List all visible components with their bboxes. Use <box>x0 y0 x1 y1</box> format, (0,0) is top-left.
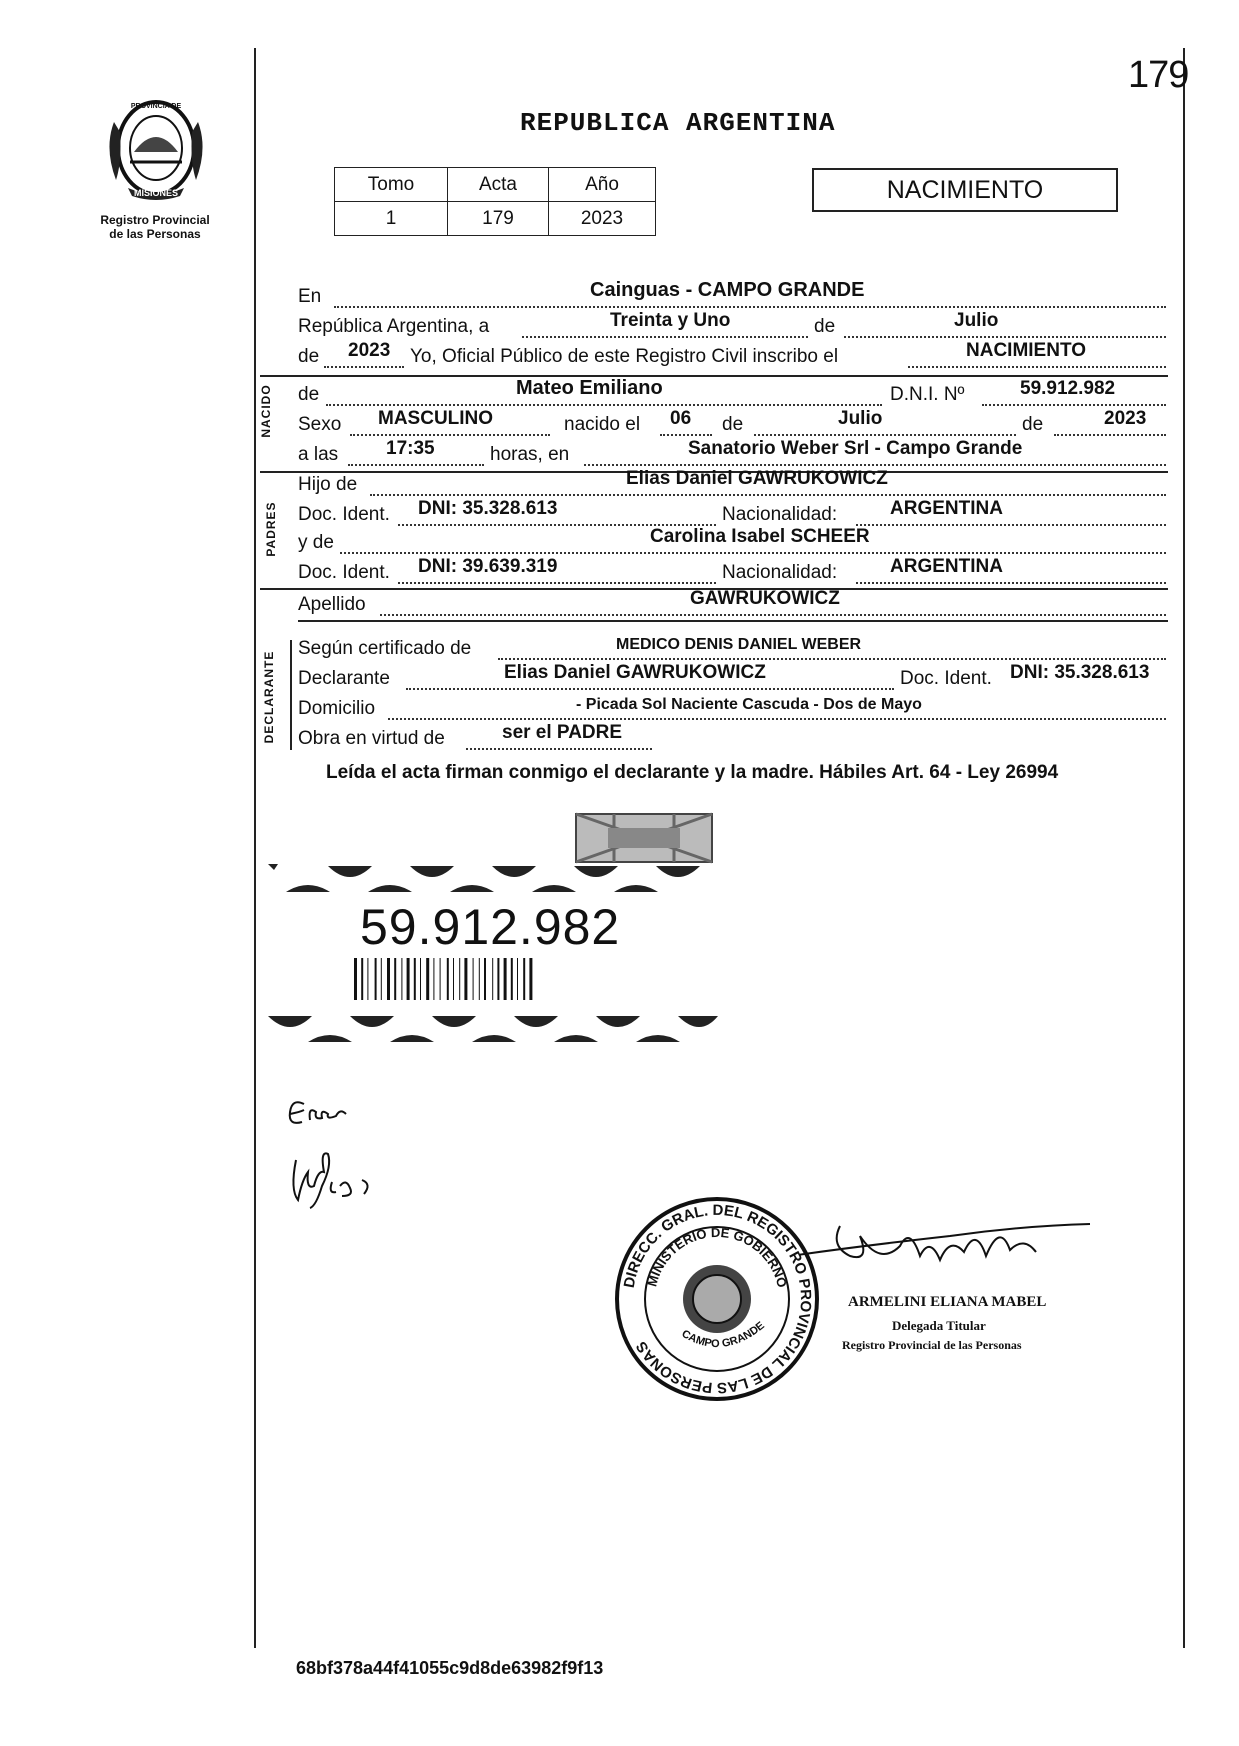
row-cert <box>298 632 1168 662</box>
value-year: 2023 <box>348 340 391 361</box>
right-margin-line <box>1183 48 1185 1648</box>
ornament-band-bottom <box>268 1008 720 1050</box>
page-number: 179 <box>1128 54 1189 96</box>
row-place <box>298 280 1168 310</box>
barcode-bar <box>479 958 480 1000</box>
barcode-bar <box>492 958 493 1000</box>
label-apellido: Apellido <box>298 594 366 615</box>
seal-inner-text: MINISTERIO DE GOBIERNO <box>644 1224 790 1290</box>
value-child-name: Mateo Emiliano <box>516 377 663 399</box>
row-time-place <box>298 438 1168 468</box>
header-acta: Acta <box>448 168 549 202</box>
barcode-bar <box>459 958 460 1000</box>
section-label-declarante: DECLARANTE <box>262 650 276 744</box>
row-child-name <box>298 378 1168 408</box>
row-father-doc <box>298 498 1168 528</box>
header-tomo: Tomo <box>335 168 448 202</box>
barcode-bar <box>381 958 382 1000</box>
row-date <box>298 310 1168 340</box>
closing-text: Leída el acta firman conmigo el declarante y la madre. Hábiles Art. 64 - Ley 26994 <box>326 762 1059 783</box>
registry-table <box>334 167 656 236</box>
value-month: Julio <box>954 310 999 331</box>
value-time: 17:35 <box>386 438 435 459</box>
official-office: Registro Provincial de las Personas <box>842 1338 1022 1352</box>
handwritten-signature-icon <box>280 1090 430 1220</box>
label-cert: Según certificado de <box>298 638 472 659</box>
barcode-icon <box>352 956 612 1002</box>
left-margin-line <box>254 48 256 1648</box>
value-birth-day: 06 <box>670 408 692 429</box>
value-tomo: 1 <box>335 202 448 236</box>
row-year <box>298 340 1168 370</box>
row-surname <box>298 588 1168 618</box>
section-label-nacido: NACIDO <box>259 384 273 438</box>
provincial-seal-icon <box>100 92 212 202</box>
value-anio: 2023 <box>549 202 656 236</box>
value-mother-doc: DNI: 39.639.319 <box>418 556 558 577</box>
row-sex <box>298 408 1168 438</box>
label-de-child: de <box>298 384 320 405</box>
seal-bottom-text: CAMPO GRANDE <box>679 1319 767 1351</box>
label-domicilio: Domicilio <box>298 698 376 719</box>
value-birth-place: Sanatorio Weber Srl - Campo Grande <box>688 438 1023 459</box>
label-father-doc: Doc. Ident. <box>298 504 390 525</box>
label-obra: Obra en virtud de <box>298 728 445 749</box>
barcode-bar <box>401 958 402 1000</box>
label-mother-doc: Doc. Ident. <box>298 562 390 583</box>
row-mother-doc <box>298 556 1168 586</box>
label-de-month: de <box>722 414 744 435</box>
act-type-box: NACIMIENTO <box>812 168 1118 212</box>
label-nacido: nacido el <box>564 414 641 435</box>
official-name: ARMELINI ELIANA MABEL <box>848 1294 1047 1310</box>
barcode-bar <box>361 958 363 1000</box>
label-horas: horas, en <box>490 444 570 465</box>
row-address <box>298 692 1168 722</box>
official-role: Delegada Titular <box>892 1318 986 1333</box>
value-mother: Carolina Isabel SCHEER <box>650 526 870 547</box>
seal-outer-text: DIRECC. GRAL. DEL REGISTRO PROVINCIAL DE LAS PERSONAS <box>620 1201 815 1397</box>
value-place: Cainguas - CAMPO GRANDE <box>590 279 865 301</box>
official-signature-icon <box>800 1216 1100 1296</box>
value-act-type: NACIMIENTO <box>966 340 1086 361</box>
label-mother-nat: Nacionalidad: <box>722 562 838 583</box>
row-father <box>298 468 1168 498</box>
barcode-bar <box>473 958 474 1000</box>
row-declarant <box>298 662 1168 692</box>
row-reason <box>298 722 1168 752</box>
value-declarant-doc: DNI: 35.328.613 <box>1010 662 1150 683</box>
barcode-bar <box>447 958 449 1000</box>
value-father-nat: ARGENTINA <box>890 498 1003 519</box>
logo-caption-line-1: Registro Provincial <box>100 213 210 227</box>
header-anio: Año <box>549 168 656 202</box>
label-en: En <box>298 286 322 307</box>
value-cert: MEDICO DENIS DANIEL WEBER <box>616 636 862 653</box>
barcode-bar <box>367 958 368 1000</box>
barcode-bar <box>394 958 396 1000</box>
label-y-de: y de <box>298 532 334 553</box>
section-divider <box>260 375 1168 377</box>
label-father-nat: Nacionalidad: <box>722 504 838 525</box>
label-dni: D.N.I. Nº <box>890 384 965 405</box>
label-a-las: a las <box>298 444 339 465</box>
value-mother-nat: ARGENTINA <box>890 556 1003 577</box>
value-surname: GAWRUKOWICZ <box>690 588 840 609</box>
value-address: - Picada Sol Naciente Cascuda - Dos de Mayo <box>576 696 922 713</box>
section-label-padres: PADRES <box>264 501 278 557</box>
label-republica: República Argentina, a <box>298 316 490 337</box>
barcode-bar <box>511 958 513 1000</box>
value-reason: ser el PADRE <box>502 722 623 743</box>
label-de-year: de <box>298 346 320 367</box>
value-birth-year: 2023 <box>1104 408 1147 429</box>
barcode-bar <box>433 958 434 1000</box>
row-mother <box>298 526 1168 556</box>
seal-text-bottom: MISIONES <box>133 188 179 198</box>
barcode-bar <box>375 958 377 1000</box>
value-birth-month: Julio <box>838 408 883 429</box>
section-bracket <box>290 640 292 750</box>
barcode-bar <box>504 958 507 1000</box>
barcode-bar <box>453 958 454 1000</box>
value-father-doc: DNI: 35.328.613 <box>418 498 558 519</box>
barcode-bar <box>426 958 429 1000</box>
barcode-bar <box>523 958 525 1000</box>
value-acta: 179 <box>448 202 549 236</box>
label-declarante: Declarante <box>298 668 390 689</box>
value-father: Elias Daniel GAWRUKOWICZ <box>626 468 888 489</box>
document-hash: 68bf378a44f41055c9d8de63982f9f13 <box>296 1658 604 1678</box>
officer-text: Yo, Oficial Público de este Registro Civil inscribo el <box>410 346 839 367</box>
value-day-words: Treinta y Uno <box>610 310 731 331</box>
barcode-bar <box>354 958 357 1000</box>
barcode-bar <box>420 958 421 1000</box>
label-declarant-doc: Doc. Ident. <box>900 668 992 689</box>
label-de-birth-year: de <box>1022 414 1044 435</box>
barcode-bar <box>414 958 416 1000</box>
barcode-bar <box>529 958 532 1000</box>
barcode-bar <box>464 958 467 1000</box>
value-child-dni: 59.912.982 <box>1020 378 1116 399</box>
label-de: de <box>814 316 836 337</box>
barcode-bar <box>497 958 499 1000</box>
label-hijo-de: Hijo de <box>298 474 358 495</box>
official-round-seal-icon <box>612 1194 822 1404</box>
label-sexo: Sexo <box>298 414 342 435</box>
seal-text-top: PROVINCIA DE <box>130 103 182 110</box>
barcode-bar <box>440 958 441 1000</box>
barcode-bar <box>517 958 518 1000</box>
barcode-bar <box>407 958 410 1000</box>
logo-caption <box>70 213 240 241</box>
id-number: 59.912.982 <box>360 899 621 955</box>
document-title: REPUBLICA ARGENTINA <box>520 108 836 138</box>
logo-caption-line-2: de las Personas <box>109 227 201 241</box>
section-divider <box>298 620 1168 622</box>
barcode-bar <box>484 958 486 1000</box>
ornament-band-top <box>268 858 720 900</box>
value-sex: MASCULINO <box>378 408 494 429</box>
value-declarant: Elias Daniel GAWRUKOWICZ <box>504 662 766 683</box>
barcode-bar <box>387 958 390 1000</box>
